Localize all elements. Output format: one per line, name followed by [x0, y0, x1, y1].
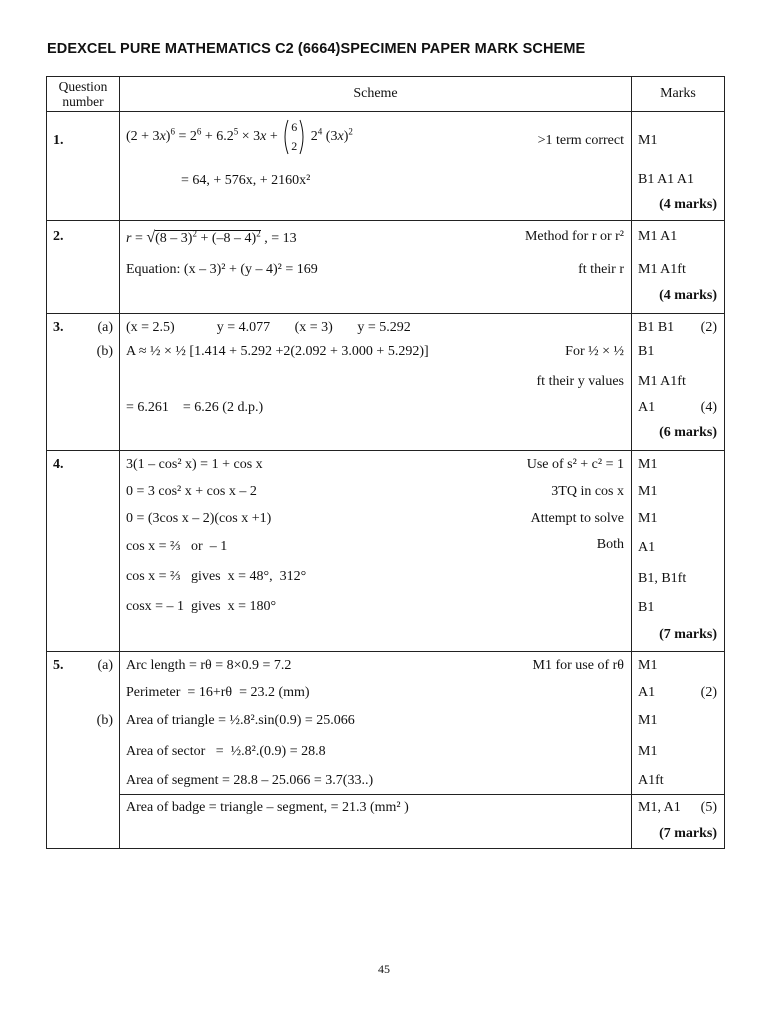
- divider: [632, 794, 724, 795]
- q4-line: 0 = 3 cos² x + cos x – 2: [126, 484, 257, 499]
- question-number: 2.: [53, 229, 64, 244]
- header-scheme: Scheme: [120, 77, 632, 112]
- q4-total: (7 marks): [659, 627, 717, 642]
- q4-note: 3TQ in cos x: [551, 484, 624, 499]
- header-question: Question number: [47, 77, 120, 112]
- q3-values: (x = 2.5) y = 4.077 (x = 3) y = 5.292: [126, 320, 411, 335]
- question-4-row: [47, 451, 725, 652]
- q4-line: 3(1 – cos² x) = 1 + cos x: [126, 457, 263, 472]
- q4-note: Use of s² + c² = 1: [526, 457, 624, 472]
- q1-mark-1: M1: [638, 133, 658, 148]
- q5-subtotal: (5): [700, 800, 717, 815]
- part-a-label: (a): [97, 320, 113, 335]
- q3-note-b: For ½ × ½: [565, 344, 624, 359]
- q4-mark: B1: [638, 600, 655, 615]
- q4-mark: M1: [638, 457, 658, 472]
- q4-line: cosx = – 1 gives x = 180°: [126, 599, 277, 614]
- question-number: 5.: [53, 658, 64, 673]
- q3-total: (6 marks): [659, 425, 717, 440]
- q2-note-2: ft their r: [578, 262, 624, 277]
- q5-line: Area of sector = ½.8².(0.9) = 28.8: [126, 744, 326, 759]
- q2-total: (4 marks): [659, 288, 717, 303]
- q4-note: Attempt to solve: [530, 511, 624, 526]
- question-number: 3.: [53, 320, 64, 335]
- q3-mark-b: B1: [638, 344, 655, 359]
- q3-mark-d-total: (4): [700, 400, 717, 415]
- page-title: EDEXCEL PURE MATHEMATICS C2 (6664)SPECIMEN PAPER MARK SCHEME: [47, 41, 586, 57]
- q4-mark: B1, B1ft: [638, 571, 687, 586]
- part-b-label: (b): [96, 713, 113, 728]
- mark-scheme-table: [46, 76, 725, 849]
- q5-total: (7 marks): [659, 826, 717, 841]
- q3-mark-a-total: (2): [700, 320, 717, 335]
- binomial-coefficient: 6 2: [283, 118, 305, 156]
- q5-mark: M1: [638, 658, 658, 673]
- q4-mark: M1: [638, 484, 658, 499]
- q3-note-c: ft their y values: [536, 374, 624, 389]
- q5-mark: M1: [638, 713, 658, 728]
- q3-mark-a: B1 B1: [638, 320, 675, 335]
- q5-mark: M1: [638, 744, 658, 759]
- header-marks: Marks: [632, 77, 725, 112]
- part-b-label: (b): [96, 344, 113, 359]
- q4-line: cos x = ⅔ or – 1: [126, 539, 228, 554]
- q2-mark-2: M1 A1ft: [638, 262, 686, 277]
- page-number: 45: [378, 962, 390, 976]
- q1-note: >1 term correct: [537, 133, 624, 148]
- q2-radius: r = √(8 – 3)$^2$ + (–8 – 4)$^2$ , = 13: [126, 228, 297, 246]
- q4-note: Both: [596, 537, 624, 552]
- q3-mark-c: M1 A1ft: [638, 374, 686, 389]
- question-number: 4.: [53, 457, 64, 472]
- q2-note-1: Method for r or r²: [524, 229, 624, 244]
- q3-trapezium: A ≈ ½ × ½ [1.414 + 5.292 +2(2.092 + 3.000 + 5.292)]: [126, 344, 429, 359]
- table-header-row: [47, 77, 725, 112]
- q5-line: Arc length = rθ = 8×0.9 = 7.2: [126, 658, 292, 673]
- q1-result: = 64, + 576x, + 2160x²: [181, 173, 311, 188]
- q4-mark: M1: [638, 511, 658, 526]
- question-3-row: [47, 314, 725, 451]
- q3-answer: = 6.261 = 6.26 (2 d.p.): [126, 400, 264, 415]
- q5-line: Area of badge = triangle – segment, = 21.3 (mm² ): [126, 800, 409, 815]
- q4-line: cos x = ⅔ gives x = 48°, 312°: [126, 569, 307, 584]
- q1-expansion: $(2 + 3x)^6 = 2^6 + 6.2^5 \times 3x$ + 6 2 $2^4$ $(3x)^2$: [126, 118, 353, 156]
- q5-mark: A1ft: [638, 773, 664, 788]
- q5-mark: A1: [638, 685, 656, 700]
- question-number: 1.: [53, 133, 64, 148]
- q3-mark-d: A1: [638, 400, 656, 415]
- q5-note: M1 for use of rθ: [532, 658, 624, 673]
- q4-line: 0 = (3cos x – 2)(cos x +1): [126, 511, 272, 526]
- q5-line: Area of triangle = ½.8².sin(0.9) = 25.066: [126, 713, 355, 728]
- q1-total: (4 marks): [659, 197, 717, 212]
- q4-mark: A1: [638, 540, 656, 555]
- q5-line: Perimeter = 16+rθ = 23.2 (mm): [126, 685, 310, 700]
- q5-subtotal: (2): [700, 685, 717, 700]
- question-1-row: [47, 112, 725, 221]
- q2-mark-1: M1 A1: [638, 229, 678, 244]
- part-a-label: (a): [97, 658, 113, 673]
- q5-line: Area of segment = 28.8 – 25.066 = 3.7(33..): [126, 773, 374, 788]
- divider: [120, 794, 631, 795]
- q1-mark-2: B1 A1 A1: [638, 172, 695, 187]
- q2-equation: Equation: (x – 3)² + (y – 4)² = 169: [126, 262, 318, 277]
- question-5-row: [47, 652, 725, 849]
- question-2-row: [47, 221, 725, 314]
- q5-mark: M1, A1: [638, 800, 681, 815]
